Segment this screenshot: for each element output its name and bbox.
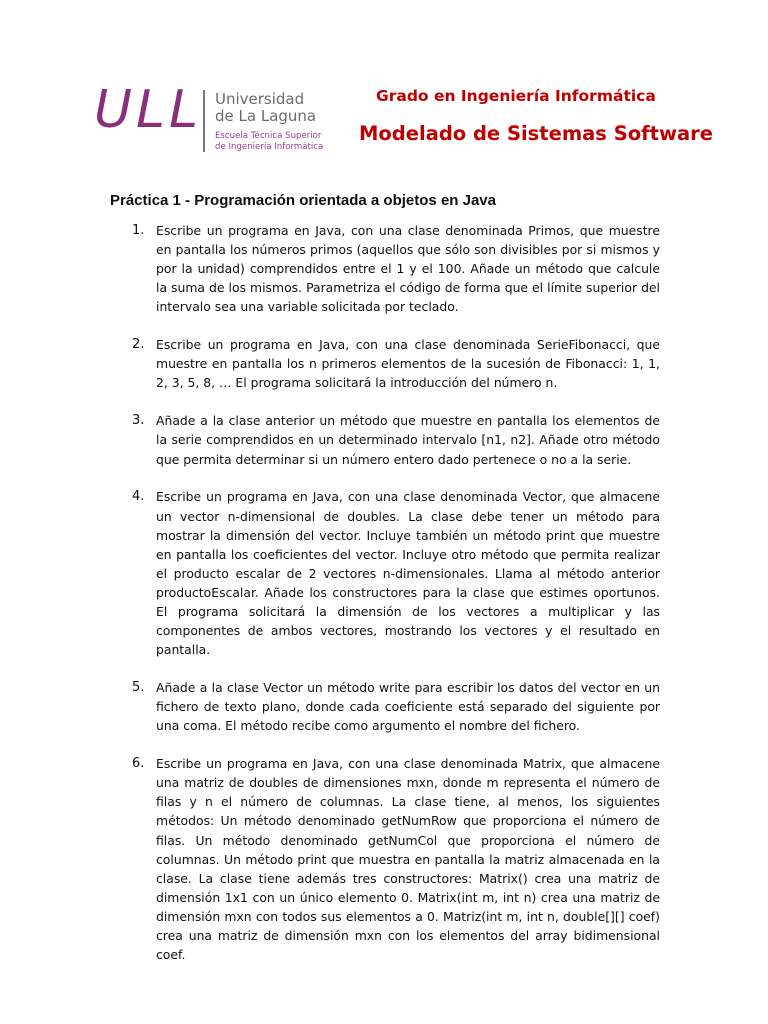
school-line-1: Escuela Técnica Superior <box>215 131 322 141</box>
exercise-text: Añade a la clase Vector un método write para escribir los datos del vector en un fichero de texto plano, donde cada coeficiente está separado del siguiente por una coma. El método recibe como argumento el nombre del fichero. <box>156 680 660 734</box>
university-name <box>215 91 345 125</box>
university-line-2: de La Laguna <box>215 107 317 125</box>
exercise-text: Escribe un programa en Java, con una clase denominada Matrix, que almacene una matriz de doubles de dimensiones mxn, donde m representa el número de filas y n el número de columnas. La clase tiene, al menos, los siguientes métodos: Un método denominado getNumRow que proporciona el número de filas. Un método denominado getNumCol que proporciona el número de columnas. Un método print que muestra en pantalla la matriz almacenada en la clase. La clase tiene además tres constructores: Matrix() crea una matriz de dimensión 1x1 con un único elemento 0. Matrix(int m, int n) crea una matriz de dimensión mxn con todos sus elementos a 0. Matriz(int m, int n, double[][] coef) crea una matriz de dimensión mxn con los elementos del array bidimensional coef. <box>156 756 660 963</box>
school-name <box>215 131 355 153</box>
exercise-text: Escribe un programa en Java, con una clase denominada Vector, que almacene un vector n-dimensional de doubles. La clase debe tener un método para mostrar la dimensión del vector. Incluye también un método print que muestre en pantalla los coeficientes del vector. Incluye otro método que permita realizar el producto escalar de 2 vectores n-dimensionales. Llama al método anterior productoEscalar. Añade los constructores para la clase que estimes oportunos. El programa solicitará la dimensión de los vectores a multiplicar y las componentes de ambos vectores, mostrando los vectores y el resultado en pantalla. <box>156 489 660 658</box>
exercise-item <box>110 487 660 659</box>
exercise-item <box>110 335 660 392</box>
logo-divider <box>203 90 205 152</box>
practice-title: Práctica 1 - Programación orientada a objetos en Java <box>110 192 496 209</box>
course-title: Modelado de Sistemas Software <box>359 122 713 145</box>
exercise-list <box>110 221 660 983</box>
degree-title: Grado en Ingeniería Informática <box>376 87 656 105</box>
exercise-item <box>110 221 660 316</box>
exercise-number: 5. <box>132 680 145 696</box>
school-line-2: de Ingeniería Informática <box>215 142 324 152</box>
exercise-item <box>110 754 660 964</box>
document-header <box>0 0 768 170</box>
exercise-text: Escribe un programa en Java, con una clase denominada SerieFibonacci, que muestre en pantalla los n primeros elementos de la sucesión de Fibonacci: 1, 1, 2, 3, 5, 8, … El programa solicitará la introducción del número n. <box>156 337 660 391</box>
exercise-number: 1. <box>132 223 145 238</box>
exercise-item <box>110 678 660 735</box>
exercise-text: Escribe un programa en Java, con una clase denominada Primos, que muestre en pantalla los números primos (aquellos que sólo son divisibles por si mismos y por la unidad) comprendidos entre el 1 y el 100. Añade un método que calcule la suma de los mismos. Parametriza el código de forma que el límite superior del intervalo sea una variable solicitada por teclado. <box>156 223 660 315</box>
exercise-number: 3. <box>132 413 145 429</box>
exercise-text: Añade a la clase anterior un método que muestre en pantalla los elementos de la serie comprendidos en un determinado intervalo [n1, n2]. Añade otro método que permita determinar si un número entero dado pertenece o no a la serie. <box>156 413 660 467</box>
exercise-item <box>110 411 660 468</box>
exercise-number: 6. <box>132 756 145 772</box>
ull-logo: ULL <box>94 80 203 140</box>
exercise-number: 2. <box>132 337 145 353</box>
university-line-1: Universidad <box>215 90 305 108</box>
exercise-number: 4. <box>132 489 145 505</box>
